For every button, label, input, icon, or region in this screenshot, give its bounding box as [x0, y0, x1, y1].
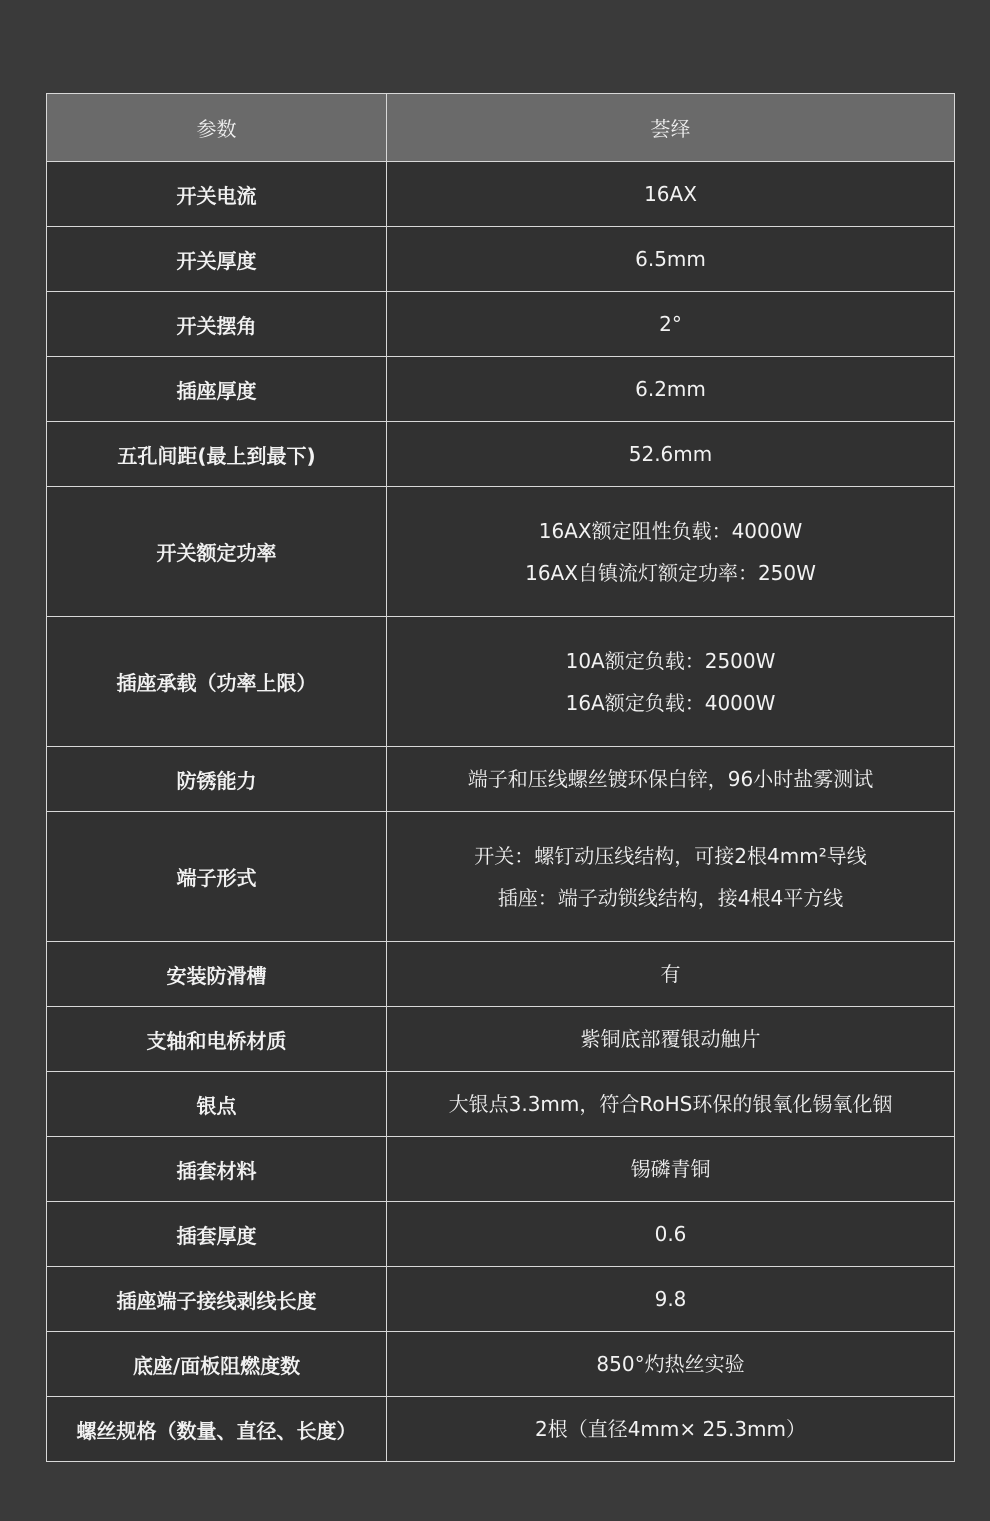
table-row — [47, 292, 955, 357]
param-cell: 底座/面板阻燃度数 — [47, 1332, 387, 1397]
value-cell — [387, 357, 955, 422]
param-cell: 开关电流 — [47, 162, 387, 227]
value-cell — [387, 1397, 955, 1462]
param-cell: 端子形式 — [47, 812, 387, 942]
param-cell: 支轴和电桥材质 — [47, 1007, 387, 1072]
value-line: 16A额定负载：4000W — [565, 690, 776, 715]
value-cell — [387, 942, 955, 1007]
param-cell: 五孔间距(最上到最下) — [47, 422, 387, 487]
value-line: 紫铜底部覆银动触片 — [580, 1027, 761, 1051]
value-cell — [387, 747, 955, 812]
value-line: 16AX额定阻性负载：4000W — [538, 518, 803, 543]
value-cell — [387, 1332, 955, 1397]
value-cell — [387, 227, 955, 292]
header-param: 参数 — [47, 94, 387, 162]
param-cell: 银点 — [47, 1072, 387, 1137]
value-cell — [387, 1072, 955, 1137]
table-row — [47, 227, 955, 292]
table-row — [47, 1202, 955, 1267]
value-line: 有 — [660, 962, 681, 986]
table-row — [47, 1332, 955, 1397]
table-row — [47, 617, 955, 747]
value-line: 6.2mm — [635, 377, 706, 401]
value-cell — [387, 487, 955, 617]
value-line: 2根（直径4mm× 25.3mm） — [534, 1417, 807, 1441]
value-line: 6.5mm — [635, 247, 706, 271]
value-line: 2° — [659, 312, 682, 336]
value-cell — [387, 162, 955, 227]
table-row — [47, 357, 955, 422]
value-cell — [387, 1007, 955, 1072]
value-line: 52.6mm — [628, 442, 713, 466]
param-cell: 插座端子接线剥线长度 — [47, 1267, 387, 1332]
param-cell: 插套材料 — [47, 1137, 387, 1202]
table-row — [47, 422, 955, 487]
param-cell: 安装防滑槽 — [47, 942, 387, 1007]
spec-table — [46, 93, 955, 1462]
value-cell — [387, 422, 955, 487]
value-cell — [387, 292, 955, 357]
param-cell: 开关厚度 — [47, 227, 387, 292]
table-row — [47, 1397, 955, 1462]
value-line: 开关：螺钉动压线结构，可接2根4mm²导线 — [474, 843, 867, 868]
value-line: 0.6 — [654, 1222, 687, 1246]
spec-table-header — [47, 94, 955, 162]
value-line: 850°灼热丝实验 — [596, 1352, 745, 1376]
header-value: 荟绎 — [387, 94, 955, 162]
header-row — [47, 94, 955, 162]
param-cell: 插套厚度 — [47, 1202, 387, 1267]
table-row — [47, 942, 955, 1007]
param-cell: 开关摆角 — [47, 292, 387, 357]
value-line: 10A额定负载：2500W — [565, 648, 776, 673]
param-cell: 防锈能力 — [47, 747, 387, 812]
value-line: 16AX — [644, 182, 697, 206]
table-row — [47, 812, 955, 942]
table-row — [47, 487, 955, 617]
table-row — [47, 747, 955, 812]
value-line: 锡磷青铜 — [630, 1157, 711, 1181]
spec-table-body — [47, 162, 955, 1462]
value-cell — [387, 1202, 955, 1267]
value-line: 插座：端子动锁线结构，接4根4平方线 — [497, 885, 844, 910]
table-row — [47, 1072, 955, 1137]
value-cell — [387, 812, 955, 942]
param-cell: 插座承载（功率上限） — [47, 617, 387, 747]
table-row — [47, 162, 955, 227]
value-line: 端子和压线螺丝镀环保白锌，96小时盐雾测试 — [467, 767, 874, 791]
value-cell — [387, 1137, 955, 1202]
param-cell: 螺丝规格（数量、直径、长度） — [47, 1397, 387, 1462]
table-row — [47, 1007, 955, 1072]
value-line: 9.8 — [654, 1287, 687, 1311]
value-line: 16AX自镇流灯额定功率：250W — [525, 560, 816, 585]
param-cell: 插座厚度 — [47, 357, 387, 422]
table-row — [47, 1137, 955, 1202]
table-row — [47, 1267, 955, 1332]
param-cell: 开关额定功率 — [47, 487, 387, 617]
value-line: 大银点3.3mm，符合RoHS环保的银氧化锡氧化铟 — [448, 1092, 893, 1116]
value-cell — [387, 1267, 955, 1332]
value-cell — [387, 617, 955, 747]
